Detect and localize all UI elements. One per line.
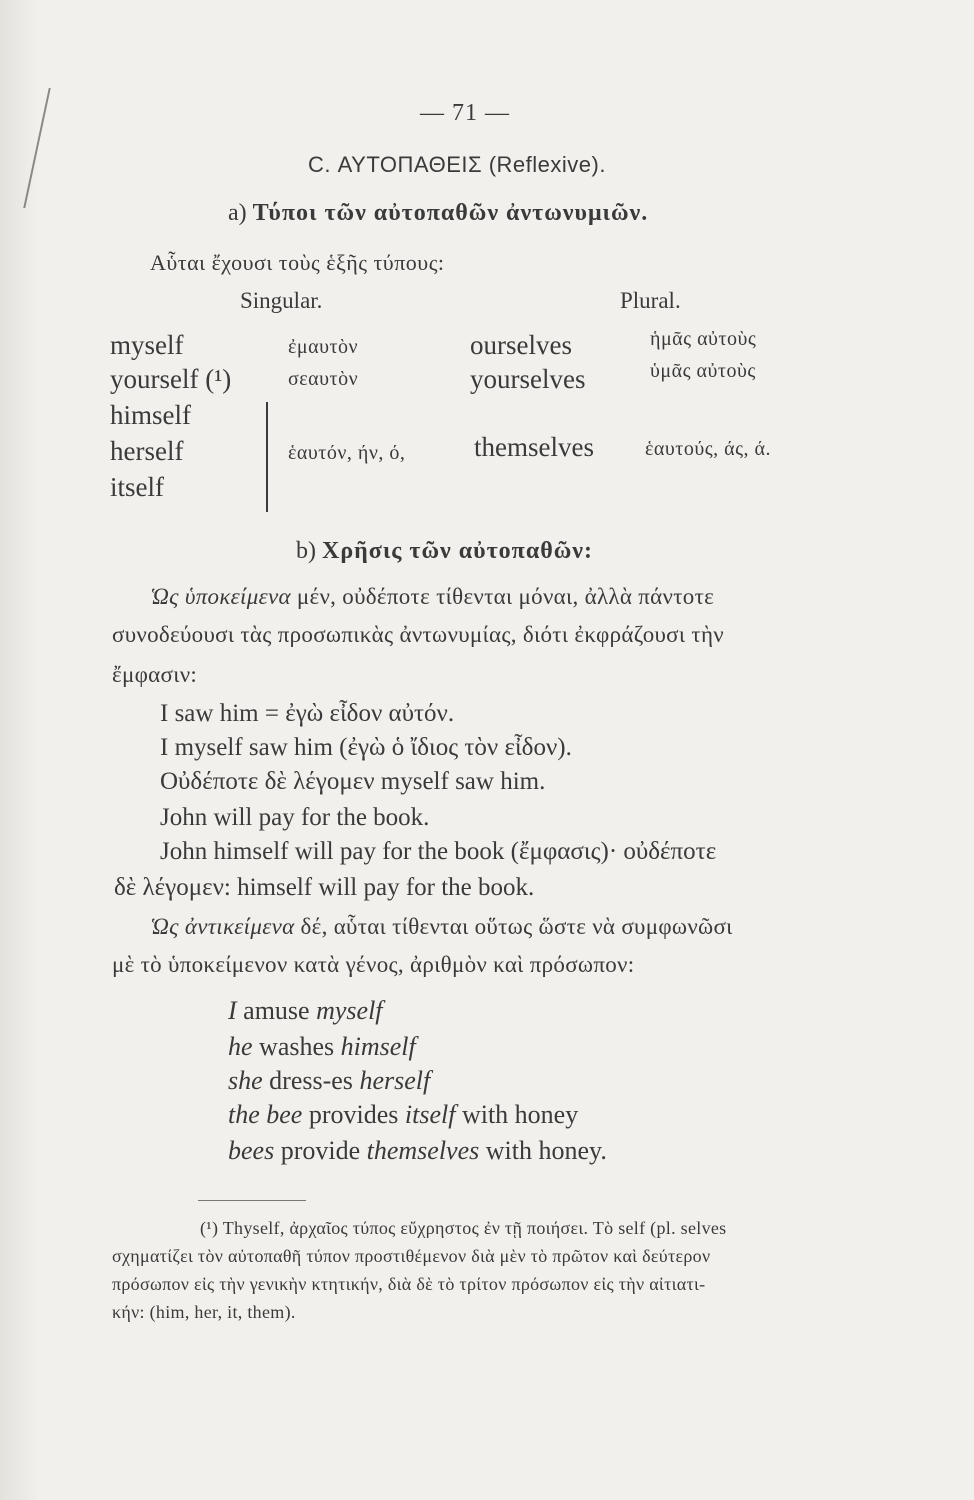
table-row-yourself-en: yourself (¹) bbox=[110, 364, 232, 394]
object-example-reflexive: himself bbox=[340, 1032, 416, 1061]
object-example-reflexive: herself bbox=[359, 1066, 431, 1095]
table-row-themselves-en: themselves bbox=[474, 432, 594, 462]
table-row-yourself-gr: σεαυτὸν bbox=[288, 368, 359, 390]
table-row-himself-en: himself bbox=[110, 400, 191, 430]
paragraph1-line1-rest: μέν, οὐδέποτε τίθενται μόναι, ἀλλὰ πάντοτε bbox=[290, 584, 715, 609]
paragraph2-line1 bbox=[150, 914, 733, 940]
object-example-5 bbox=[228, 1136, 607, 1166]
paragraph2-line1-rest: δέ, αὗται τίθενται οὕτως ὥστε νὰ συμφωνῶσι bbox=[294, 914, 733, 939]
paragraph1-line1 bbox=[150, 584, 714, 610]
paragraph1-italic: Ὡς ὑποκείμενα bbox=[150, 584, 291, 609]
third-person-bracket bbox=[266, 402, 268, 512]
subsection-b-title: Χρῆσις τῶν αὐτοπαθῶν: bbox=[322, 538, 593, 564]
table-row-yourselves-en: yourselves bbox=[470, 364, 586, 394]
paragraph2-line2: μὲ τὸ ὑποκείμενον κατὰ γένος, ἀριθμὸν καὶ πρόσωπον: bbox=[112, 952, 635, 977]
example-line-2: I myself saw him (ἐγὼ ὁ ἴδιος τὸν εἶδον). bbox=[160, 734, 572, 761]
plural-header: Plural. bbox=[620, 288, 681, 313]
subsection-b-heading bbox=[296, 538, 593, 565]
object-example-reflexive: themselves bbox=[366, 1136, 480, 1165]
object-example-2 bbox=[228, 1032, 416, 1062]
object-example-3 bbox=[228, 1066, 430, 1096]
example-line-3: Οὐδέποτε δὲ λέγομεν myself saw him. bbox=[160, 768, 546, 795]
table-row-itself-en: itself bbox=[110, 472, 164, 502]
paragraph1-line3: ἔμφασιν: bbox=[112, 662, 198, 687]
footnote-line-4: κήν: (him, her, it, them). bbox=[112, 1302, 296, 1322]
object-example-verb: washes bbox=[252, 1032, 341, 1061]
object-example-subject: he bbox=[228, 1032, 253, 1061]
table-row-herself-en: herself bbox=[110, 436, 184, 466]
object-example-subject: the bee bbox=[228, 1100, 303, 1129]
object-example-subject: I bbox=[228, 996, 237, 1025]
object-example-reflexive: myself bbox=[316, 996, 383, 1025]
subsection-a-heading bbox=[228, 200, 648, 227]
subsection-a-label: a) bbox=[228, 200, 247, 226]
object-example-4 bbox=[228, 1100, 578, 1130]
page-edge-shadow bbox=[0, 0, 40, 1500]
object-example-subject: she bbox=[228, 1066, 263, 1095]
table-row-themselves-gr: ἑαυτούς, άς, ά. bbox=[645, 438, 772, 460]
subsection-b-label: b) bbox=[296, 538, 316, 564]
footnote-line-2: σχηματίζει τὸν αὐτοπαθῆ τύπον προστιθέμενον διὰ μὲν τὸ πρῶτον καὶ δεύτερον bbox=[112, 1246, 711, 1266]
footnote-rule bbox=[198, 1200, 306, 1201]
paragraph2-italic: Ὡς ἀντικείμενα bbox=[150, 914, 295, 939]
object-example-verb: dress-es bbox=[262, 1066, 360, 1095]
object-example-1 bbox=[228, 996, 383, 1026]
object-example-verb: provide bbox=[274, 1136, 367, 1165]
object-example-reflexive: itself bbox=[404, 1100, 456, 1129]
footnote-line-3: πρόσωπον εἰς τὴν γενικὴν κτητικήν, διὰ δὲ τὸ τρίτον πρόσωπον εἰς τὴν αἰτιατι- bbox=[112, 1274, 706, 1294]
object-example-verb: provides bbox=[302, 1100, 405, 1129]
page-number: — 71 — bbox=[420, 100, 510, 126]
intro-text: Αὗται ἔχουσι τοὺς ἑξῆς τύπους: bbox=[150, 250, 445, 275]
object-example-rest: with honey. bbox=[479, 1136, 607, 1165]
object-example-rest: with honey bbox=[455, 1100, 579, 1129]
example-continuation: δὲ λέγομεν: himself will pay for the book. bbox=[114, 874, 535, 901]
section-title: C. ΑΥΤΟΠΑΘΕΙΣ (Reflexive). bbox=[308, 152, 606, 177]
object-example-subject: bees bbox=[228, 1136, 275, 1165]
subsection-a-title: Τύποι τῶν αὐτοπαθῶν ἀντωνυμιῶν. bbox=[252, 200, 649, 226]
table-row-yourselves-gr: ὑμᾶς αὐτοὺς bbox=[650, 360, 756, 382]
example-line-5: John himself will pay for the book (ἔμφασις)· οὐδέποτε bbox=[160, 838, 717, 865]
table-row-myself-en: myself bbox=[110, 330, 184, 360]
table-row-third-person-gr: ἑαυτόν, ήν, ό, bbox=[288, 442, 406, 464]
table-row-ourselves-gr: ἡμᾶς αὐτοὺς bbox=[650, 328, 757, 350]
object-example-verb: amuse bbox=[236, 996, 317, 1025]
table-row-ourselves-en: ourselves bbox=[470, 330, 572, 360]
example-line-1: I saw him = ἐγὼ εἶδον αὐτόν. bbox=[160, 700, 455, 727]
example-line-4: John will pay for the book. bbox=[160, 804, 430, 831]
paragraph1-line2: συνοδεύουσι τὰς προσωπικὰς ἀντωνυμίας, διότι ἐκφράζουσι τὴν bbox=[112, 622, 724, 647]
table-row-myself-gr: ἐμαυτὸν bbox=[288, 336, 359, 358]
singular-header: Singular. bbox=[240, 288, 323, 313]
footnote-line-1: (¹) Thyself, ἀρχαῖος τύπος εὔχρηστος ἐν τῇ ποιήσει. Τὸ self (pl. selves bbox=[200, 1218, 727, 1238]
